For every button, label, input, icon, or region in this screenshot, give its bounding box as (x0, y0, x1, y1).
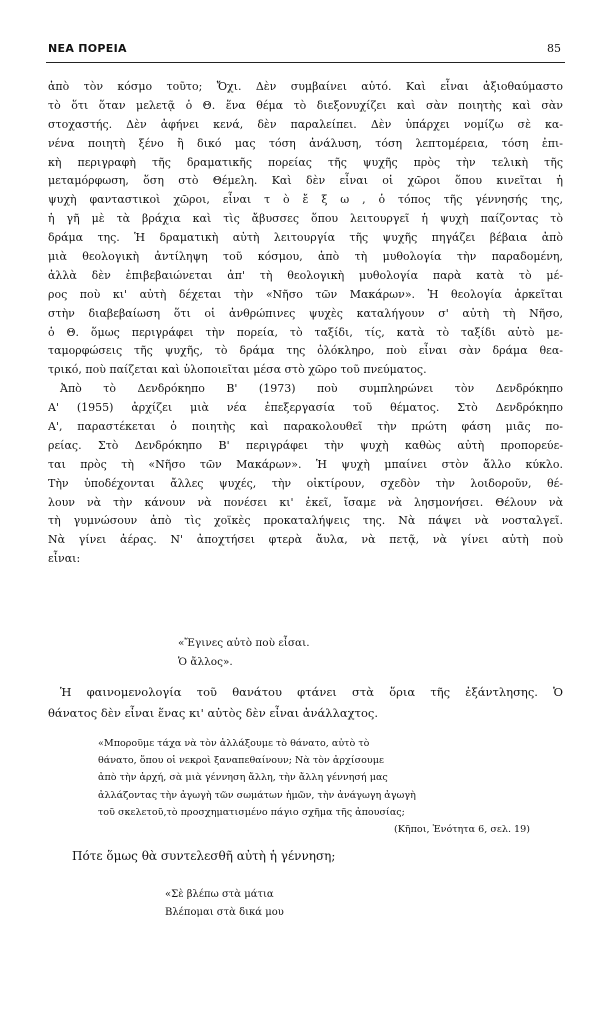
text-line: εἶναι: (48, 552, 81, 566)
text-line: ὁ Θ. ὅμως περιγράφει τὴν πορεία, τὸ ταξίδι, τίς, κατὰ τὸ ταξίδι αὐτὸ με- (48, 325, 563, 339)
quote-3 (165, 886, 465, 921)
text-line: νένα ποιητὴ ξένο ἢ δικό μας τόση ἀνάλυση, τόση λεπτομέρεια, τόση ἐπι- (48, 136, 563, 150)
quote-line: Ὁ ἄλλος». (178, 655, 233, 668)
text-line: ταμορφώσεις τῆς ψυχῆς, τὸ δράμα της ὁλόκληρο, ποὺ εἶναι σὰν δράμα θεα- (48, 344, 563, 358)
quote-line: «Σὲ βλέπω στὰ μάτια (165, 889, 274, 900)
quote-line: θάνατο, ὅπου οἱ νεκροὶ ξαναπεθαίνουν; Νὰ τὸν ἀρχίσουμε (98, 755, 384, 767)
paragraph-1 (48, 78, 563, 380)
text-line: ρείας. Στὸ Δενδρόκηπο Β' περιγράφει τὴν ψυχὴ καθὼς αὐτὴ προπορεύε- (48, 438, 563, 452)
quote-line: ἀλλάζοντας τὴν ἀγωγὴ τῶν σωμάτων ἡμῶν, τὴν ἀνάγωγη ἀγωγὴ (98, 789, 416, 801)
header-rule (46, 62, 565, 63)
quote-2 (98, 735, 536, 838)
quote-line: τοῦ σκελετοῦ,τὸ προσχηματισμένο πάγιο σχῆμα τῆς ἀπουσίας; (98, 806, 405, 818)
text-line: ἀπὸ τὸν κόσμο τοῦτο; Ὄχι. Δὲν συμβαίνει αὐτό. Καὶ εἶναι ἀξιοθαύμαστο (48, 80, 563, 93)
quote-citation: (Κῆποι, Ἑνότητα 6, σελ. 19) (393, 823, 530, 835)
journal-title: ΝΕΑ ΠΟΡΕΙΑ (48, 42, 127, 55)
quote-line: ἀπὸ τὴν ἀρχή, σὰ μιὰ γέννηση ἄλλη, τὴν ἄλλη γέννησή μας (98, 772, 388, 784)
text-line: στὴν διαβεβαίωση ὅτι οἱ ἀνθρώπινες ψυχὲς καταλήγουν σ' αὐτὴ τὴ Νῆσο, (48, 306, 563, 320)
main-text (48, 78, 563, 569)
running-header (48, 42, 561, 58)
text-line: Τὴν ὑποδέχονται ἄλλες ψυχές, τὴν οἰκτίρουν, σχεδὸν τὴν λοιδοροῦν, θέ- (48, 476, 563, 490)
text-line: Ἡ φαινομενολογία τοῦ θανάτου φτάνει στὰ ὅρια τῆς ἐξάντλησης. Ὁ (60, 685, 563, 699)
text-line: κὴ περιγραφὴ τῆς δραματικῆς πορείας τῆς ψυχῆς πρὸς τὴν τελικὴ τῆς (48, 155, 563, 169)
text-line: θάνατος δὲν εἶναι ἕνας κι' αὐτὸς δὲν εἶναι ἀνάλλαχτος. (48, 706, 378, 720)
paragraph-2 (48, 380, 563, 569)
page-number: 85 (547, 42, 561, 55)
text-line: μιὰ θεολογικὴ ἀντίληψη τοῦ κόσμου, ἀπὸ τὴ μυθολογία τὴν παραδομένη, (48, 250, 563, 264)
text-line: Νὰ γίνει ἀέρας. Ν' ἀποχτήσει φτερὰ ἄυλα, νὰ πετᾷ, νὰ γίνει αὐτὴ ποὺ (48, 533, 563, 547)
text-line: τρικό, ποὺ παίζεται καὶ ὑλοποιεῖται μέσα στὸ χῶρο τοῦ πνεύματος. (48, 363, 427, 377)
text-line: τὴ γυμνώσουν ἀπὸ τὶς χοϊκὲς προκαταλήψεις της. Νὰ πάψει νὰ νοσταλγεῖ. (48, 514, 563, 528)
text-line: Ἀπὸ τὸ Δενδρόκηπο Β' (1973) ποὺ συμπληρώνει τὸν Δενδρόκηπο (60, 382, 563, 396)
text-line: ἡ γῆ μὲ τὰ βράχια καὶ τὶς ἄβυσσες ὅπου λειτουργεῖ ἡ ψυχὴ παίζοντας τὸ (48, 212, 563, 226)
quote-line: «Ἔγινες αὐτὸ ποὺ εἶσαι. (178, 637, 310, 649)
text-line: λουν νὰ τὴν κάνουν νὰ πονέσει κι' ἐκεῖ, ἴσαμε νὰ λησμονήσει. Θέλουν νὰ (48, 495, 563, 509)
quote-line: «Μποροῦμε τάχα νὰ τὸν ἀλλάξουμε τὸ θάνατο, αὐτὸ τὸ (98, 738, 370, 749)
text-line: Α', παραστέκεται ὁ ποιητὴς καὶ παρακολουθεῖ τὴν πρώτη φάση μιᾶς πο- (48, 420, 563, 434)
text-line: ται πρὸς τὴ «Νῆσο τῶν Μακάρων». Ἡ ψυχὴ μπαίνει στὸν ἄλλο κύκλο. (48, 457, 563, 471)
text-line: Α' (1955) ἀρχίζει μιὰ νέα ἐπεξεργασία τοῦ θέματος. Στὸ Δενδρόκηπο (48, 401, 563, 415)
quote-line: Βλέπομαι στὰ δικά μου (165, 906, 284, 918)
text-line: ψυχὴ φανταστικοὶ χῶροι, εἶναι τ ὸ ἔ ξ ω , ὁ τόπος τῆς γέννησής της, (48, 193, 563, 207)
text-line: μεταμόρφωση, ὅση στὸ Θέμελη. Καὶ δὲν εἶναι οἱ χῶροι ὅπου κινεῖται ἡ (48, 174, 563, 188)
text-line: δράμα της. Ἡ δραματικὴ αὐτὴ λειτουργία τῆς ψυχῆς πηγάζει βέβαια ἀπὸ (48, 231, 563, 245)
text-line: ἀλλὰ δὲν ἐπιβεβαιώνεται ἀπ' τὴ θεολογικὴ μυθολογία παρὰ κατὰ τὸ μέ- (48, 268, 563, 282)
text-line: ρος ποὺ κι' αὐτὴ δέχεται τὴν «Νῆσο τῶν Μακάρων». Ἡ θεολογία ἀρκεῖται (48, 287, 563, 301)
quote-1 (178, 634, 478, 671)
paragraph-3 (48, 682, 563, 724)
question-heading: Πότε ὅμως θὰ συντελεσθῆ αὐτὴ ἡ γέννηση; (72, 849, 336, 863)
citation-line (98, 821, 536, 838)
text-line: τὸ ὅτι ὅταν μελετᾷ ὁ Θ. ἕνα θέμα τὸ διεξονυχίζει καὶ σὰν ποιητὴς καὶ σὰν (48, 98, 563, 112)
text-line: στοχαστής. Δὲν ἀφήνει κενά, δὲν παραλείπει. Δὲν ὑπάρχει νομίζω σὲ κα- (48, 117, 563, 131)
